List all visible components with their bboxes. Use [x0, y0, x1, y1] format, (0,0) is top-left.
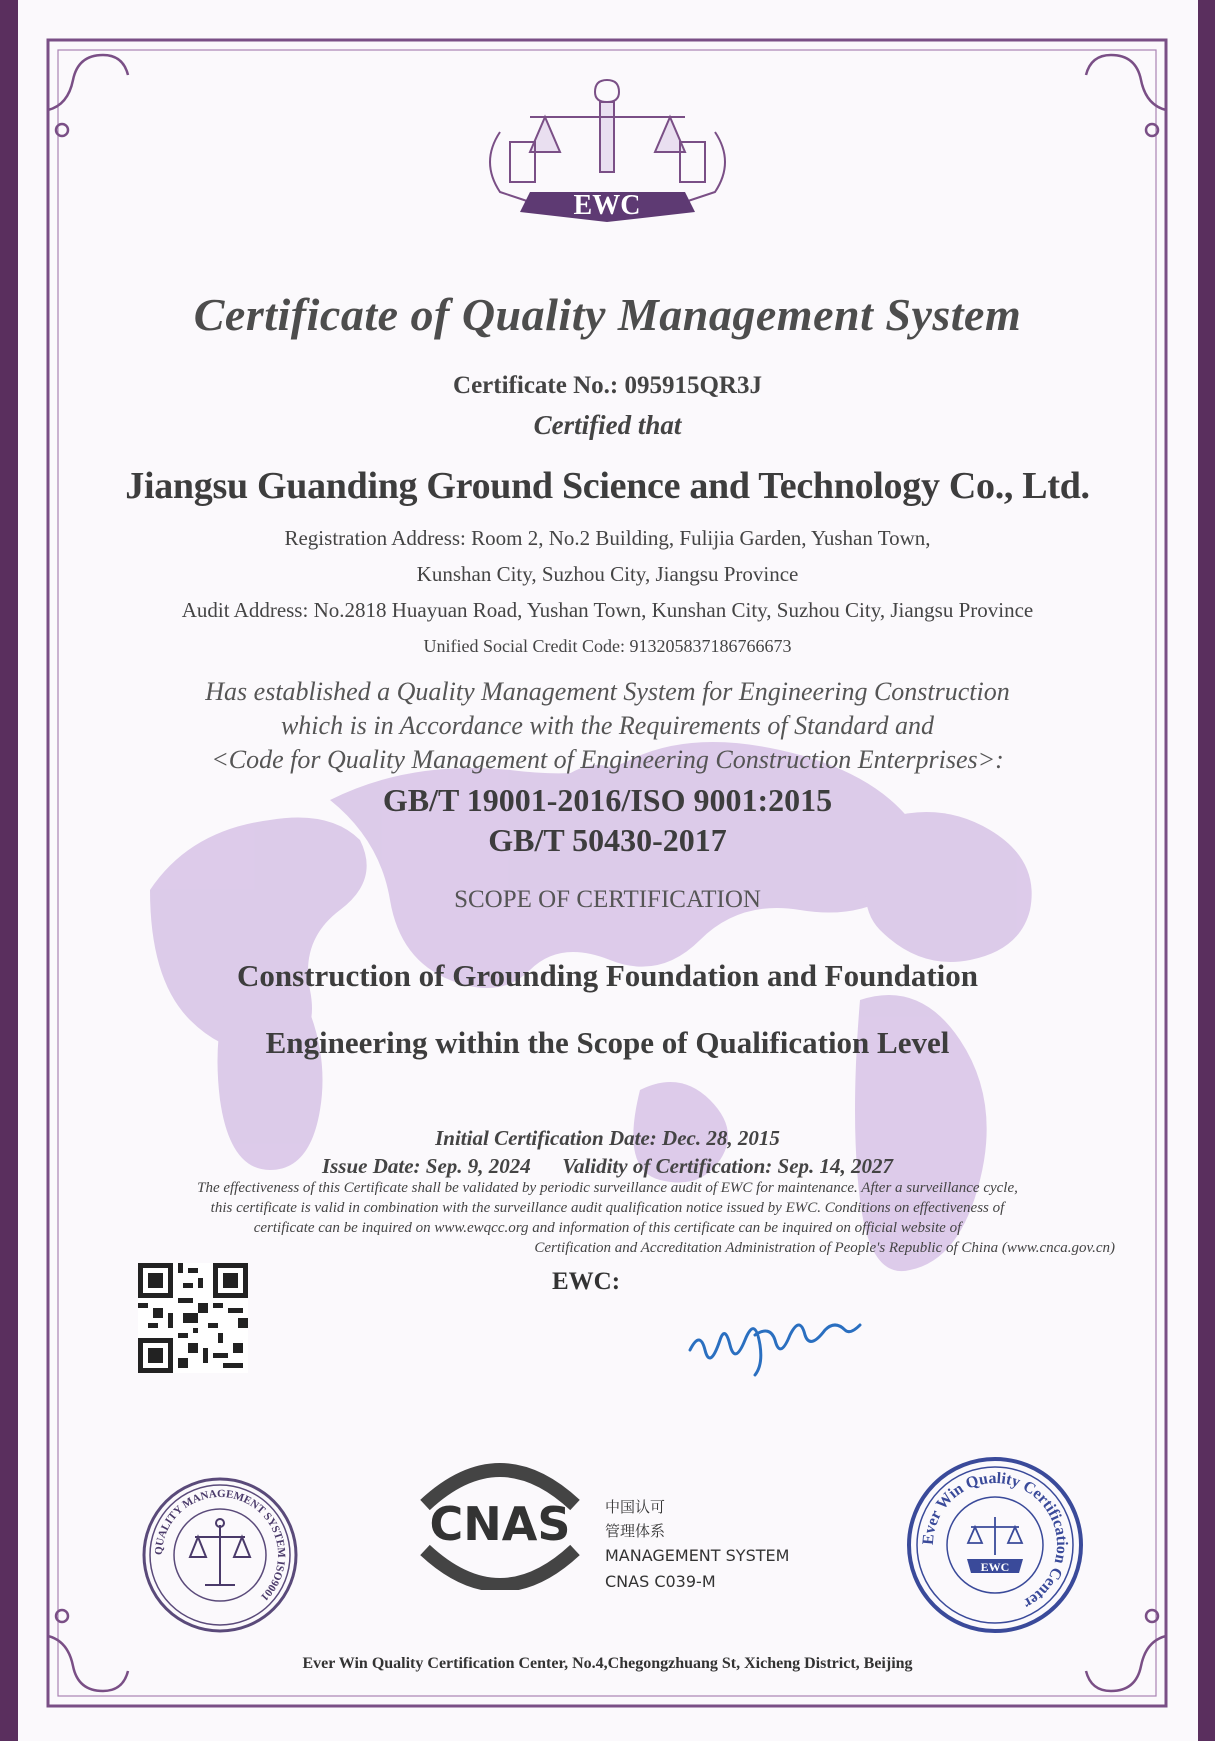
standard-1: GB/T 19001-2016/ISO 9001:2015 [382, 782, 833, 818]
certificate-number: Certificate No.: 095915QR3J [453, 372, 762, 399]
registration-address-line2: Kunshan City, Suzhou City, Jiangsu Province [416, 562, 799, 586]
issuer-address-footer: Ever Win Quality Certification Center, No.4,Chegongzhuang St, Xicheng District, Beijing [302, 1655, 913, 1672]
certificate-title: Certificate of Quality Management System [193, 289, 1022, 340]
statement-line2: which is in Accordance with the Requirements of Standard and [280, 711, 935, 740]
initial-certification-date: Initial Certification Date: Dec. 28, 2015 [435, 1126, 780, 1150]
scope-heading: SCOPE OF CERTIFICATION [454, 886, 761, 913]
scope-line1: Construction of Grounding Foundation and Foundation [236, 958, 979, 993]
company-name: Jiangsu Guanding Ground Science and Technology Co., Ltd. [125, 465, 1090, 507]
iso-seal-icon [140, 1475, 300, 1635]
cnas-logo-icon [405, 1460, 595, 1590]
cnas-logo-text: CNAS [429, 1497, 571, 1551]
note-line3: certificate can be inquired on www.ewqcc.org and information of this certificate can be inquired on official website of [253, 1220, 962, 1236]
seal-right-ring-text: Ever Win Quality Certification Center [919, 1469, 1071, 1612]
cnas-cn-line2: 管理体系 [605, 1522, 666, 1540]
ewc-seal-icon [905, 1455, 1085, 1635]
scope-line2: Engineering within the Scope of Qualification Level [265, 1025, 950, 1060]
emblem-label: EWC [573, 190, 641, 221]
cnas-caption [605, 1495, 789, 1595]
issue-validity-dates: Issue Date: Sep. 9, 2024 Validity of Certification: Sep. 14, 2027 [321, 1154, 894, 1178]
note-line2: this certificate is valid in combination with the surveillance audit qualification notice issued by EWC. Conditions on effectiveness of [210, 1200, 1005, 1216]
audit-address: Audit Address: No.2818 Huayuan Road, Yushan Town, Kunshan City, Suzhou City, Jiangsu Province [181, 598, 1034, 622]
ewc-signature-label: EWC: [552, 1268, 621, 1295]
seal-right-label: EWC [980, 1560, 1010, 1574]
note-line4: Certification and Accreditation Administration of People's Republic of China (www.cnca.gov.cn) [534, 1240, 1115, 1256]
cnas-en-line1: MANAGEMENT SYSTEM [605, 1546, 790, 1565]
cnas-cn-line1: 中国认可 [605, 1498, 666, 1516]
standard-2: GB/T 50430-2017 [488, 822, 727, 858]
registration-address-line1: Registration Address: Room 2, No.2 Building, Fulijia Garden, Yushan Town, [284, 526, 931, 550]
statement-line1: Has established a Quality Management System for Engineering Construction [205, 677, 1010, 706]
cnas-en-line2: CNAS C039-M [605, 1572, 716, 1591]
credit-code: Unified Social Credit Code: 913205837186766673 [423, 636, 792, 656]
statement-line3: <Code for Quality Management of Engineering Construction Enterprises>: [211, 745, 1004, 774]
signature-icon [685, 1305, 885, 1385]
note-line1: The effectiveness of this Certificate shall be validated by periodic surveillance audit of EWC for maintenance. After a surveillance cycle, [197, 1180, 1018, 1196]
ewc-emblem-icon [470, 72, 745, 222]
seal-left-ring-text: QUALITY MANAGEMENT SYSTEM ISO9001 [152, 1487, 288, 1603]
qr-code-icon[interactable] [138, 1263, 248, 1373]
certified-that: Certified that [533, 410, 682, 440]
